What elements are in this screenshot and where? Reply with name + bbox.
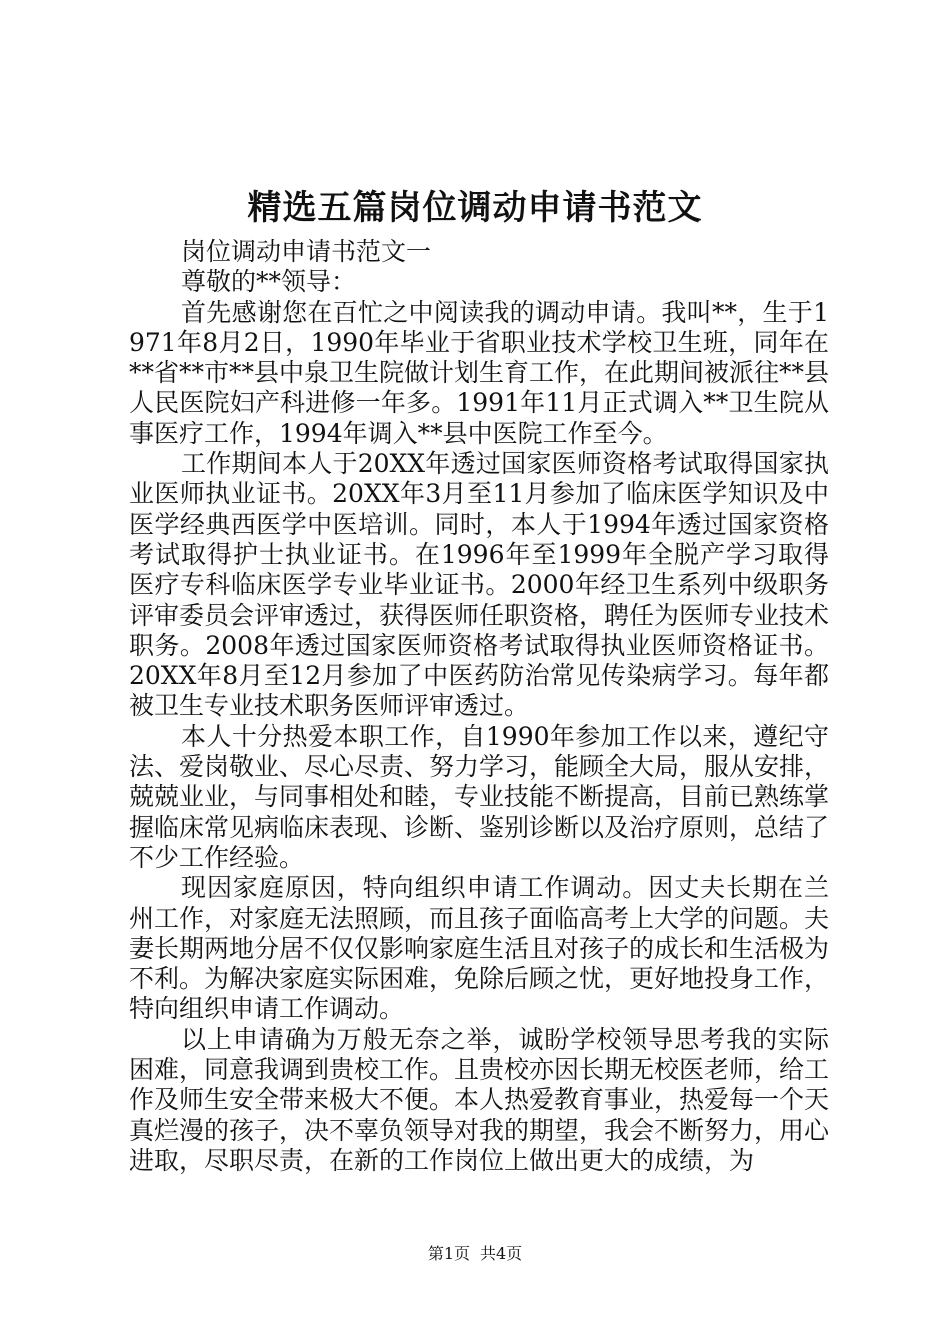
body-paragraph: 工作期间本人于20XX年透过国家医师资格考试取得国家执业医师执业证书。20XX年3月至11月参加了临床医学知识及中医学经典西医学中医培训。同时，本人于1994年透过国家资格考试取得护士执业证书。在1996年至1999年全脱产学习取得医疗专科临床医学专业毕业证书。2000年经卫生系列中级职务评审委员会评审透过，获得医师任职资格，聘任为医师专业技术职务。2008年透过国家医师资格考试取得执业医师资格证书。20XX年8月至12月参加了中医药防治常见传染病学习。每年都被卫生专业技术职务医师评审透过。: [129, 449, 830, 721]
body-paragraph: 以上申请确为万般无奈之举，诚盼学校领导思考我的实际困难，同意我调到贵校工作。且贵校亦因长期无校医老师，给工作及师生安全带来极大不便。本人热爱教育事业，热爱每一个天真烂漫的孩子，决不辜负领导对我的期望，我会不断努力，用心进取，尽职尽责，在新的工作岗位上做出更大的成绩，为: [129, 1024, 830, 1175]
body-paragraph: 本人十分热爱本职工作，自1990年参加工作以来，遵纪守法、爱岗敬业、尽心尽责、努力学习，能顾全大局，服从安排，兢兢业业，与同事相处和睦，专业技能不断提高，目前已熟练掌握临床常见病临床表现、诊断、鉴别诊断以及治疗原则，总结了不少工作经验。: [129, 721, 830, 872]
body-paragraph: 现因家庭原因，特向组织申请工作调动。因丈夫长期在兰州工作，对家庭无法照顾，而且孩子面临高考上大学的问题。夫妻长期两地分居不仅仅影响家庭生活且对孩子的成长和生活极为不利。为解决家庭实际困难，免除后顾之忧，更好地投身工作，特向组织申请工作调动。: [129, 873, 830, 1024]
body-paragraph: 首先感谢您在百忙之中阅读我的调动申请。我叫**，生于1971年8月2日，1990年毕业于省职业技术学校卫生班，同年在**省**市**县中泉卫生院做计划生育工作，在此期间被派往**县人民医院妇产科进修一年多。1991年11月正式调入**卫生院从事医疗工作，1994年调入**县中医院工作至今。: [129, 297, 830, 448]
page-total: 共4页: [480, 1244, 523, 1263]
salutation: 尊敬的**领导：: [181, 267, 357, 297]
document-body: [129, 237, 829, 1176]
section-heading: 岗位调动申请书范文一: [181, 237, 432, 266]
page-footer: [0, 1243, 950, 1265]
document-title: 精选五篇岗位调动申请书范文: [247, 188, 703, 228]
page-number: 第1页: [427, 1244, 470, 1263]
